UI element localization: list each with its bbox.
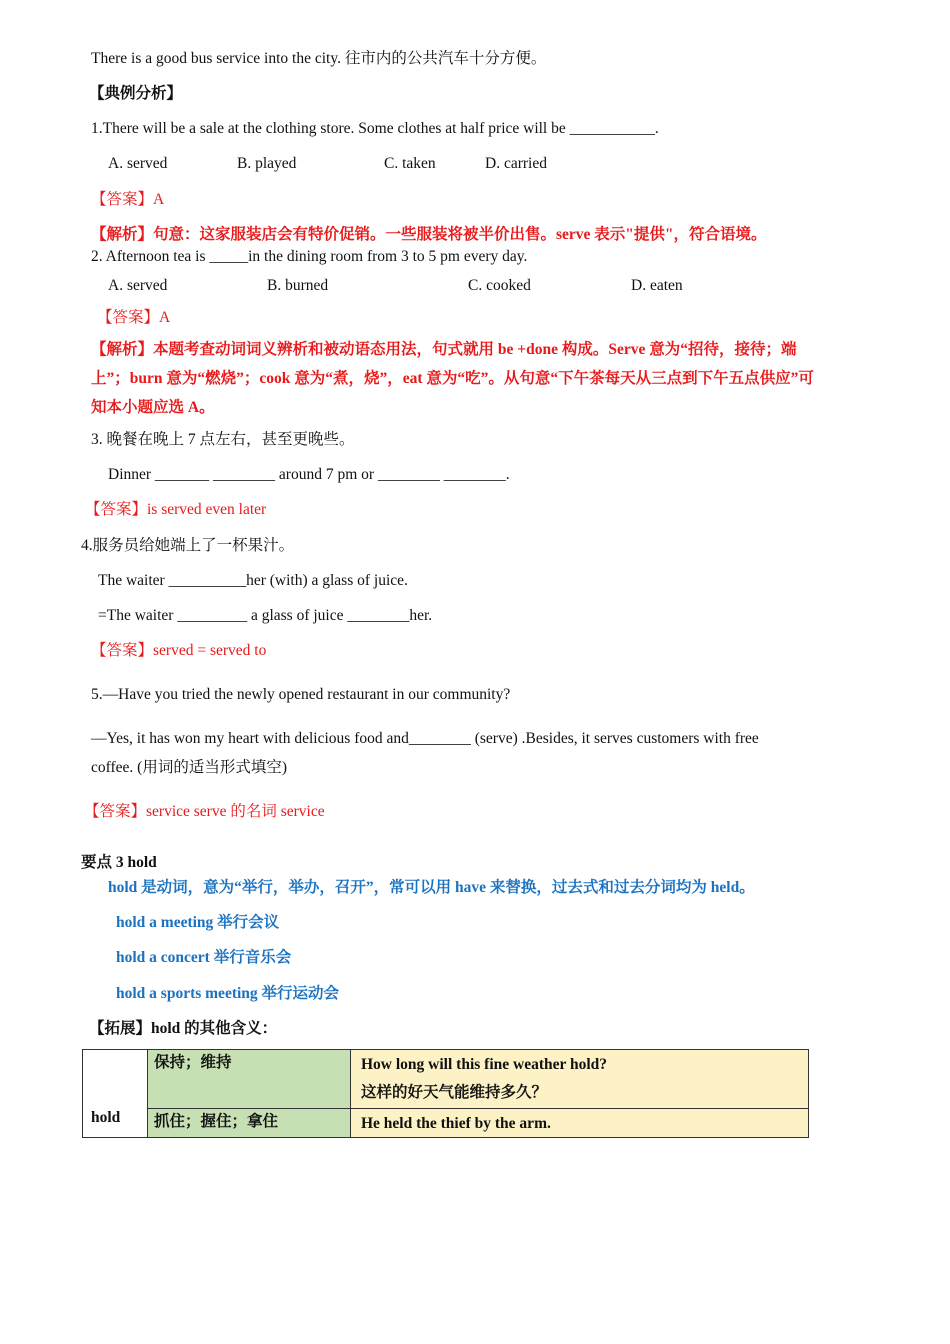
q1-option-b: B. played (237, 155, 297, 172)
q4-line1: The waiter __________her (with) a glass of juice. (98, 572, 408, 589)
table-word: hold (91, 1109, 121, 1126)
expand-heading: 【拓展】hold 的其他含义： (89, 1020, 278, 1037)
q1-option-d: D. carried (485, 155, 547, 172)
point3-example-1: hold a meeting 举行会议 (116, 914, 280, 931)
q5-line2: coffee. (用词的适当形式填空) (91, 759, 288, 776)
q2-option-d: D. eaten (631, 277, 683, 294)
point3-example-3: hold a sports meeting 举行运动会 (116, 985, 340, 1002)
q3-stem: 3. 晚餐在晚上 7 点左右，甚至更晚些。 (91, 431, 355, 448)
q1-option-a: A. served (108, 155, 168, 172)
table-meaning: 抓住；握住；拿住 (154, 1113, 279, 1130)
q5-line1: —Yes, it has won my heart with delicious food and________ (serve) .Besides, it serves customers with free (91, 730, 759, 747)
hold-meanings-table (82, 1049, 809, 1138)
q4-stem: 4.服务员给她端上了一杯果汁。 (81, 537, 295, 554)
q2-option-a: A. served (108, 277, 168, 294)
point3-example-2: hold a concert 举行音乐会 (116, 949, 292, 966)
table-word-cell (83, 1050, 148, 1138)
table-row (83, 1109, 809, 1138)
q3-blank-line: Dinner _______ ________ around 7 pm or ________ ________. (108, 466, 510, 483)
q2-analysis-line2: 上”；burn 意为“燃烧”；cook 意为“煮，烧”，eat 意为“吃”。从句意“下午茶每天从三点到下午五点供应”可 (91, 370, 814, 387)
q1-analysis: 【解析】句意：这家服装店会有特价促销。一些服装将被半价出售。serve 表示"提供"，符合语境。 (91, 226, 767, 243)
table-example-cell (351, 1050, 809, 1109)
q3-answer: 【答案】is served even later (85, 501, 267, 518)
point3-description: hold 是动词，意为“举行，举办，召开”，常可以用 have 来替换，过去式和过去分词均为 held。 (108, 879, 755, 896)
q2-stem: 2. Afternoon tea is _____in the dining room from 3 to 5 pm every day. (91, 248, 528, 265)
table-meaning-cell (148, 1109, 351, 1138)
q2-answer: 【答案】A (97, 309, 171, 326)
q2-option-c: C. cooked (468, 277, 531, 294)
table-example-cell (351, 1109, 809, 1138)
intro-sentence: There is a good bus service into the city. 往市内的公共汽车十分方便。 (91, 50, 547, 67)
q5-stem: 5.—Have you tried the newly opened restaurant in our community? (91, 686, 511, 703)
q4-line2: =The waiter _________ a glass of juice ________her. (98, 607, 433, 624)
table-example-en: How long will this fine weather hold? (361, 1056, 608, 1073)
q1-option-c: C. taken (384, 155, 436, 172)
point3-title: 要点 3 hold (81, 854, 157, 871)
table-example-en: He held the thief by the arm. (361, 1115, 551, 1132)
q2-option-b: B. burned (267, 277, 329, 294)
q2-analysis-line3: 知本小题应选 A。 (91, 399, 215, 416)
table-example-cn: 这样的好天气能维持多久？ (361, 1084, 548, 1101)
q4-answer: 【答案】served = served to (91, 642, 267, 659)
q1-stem: 1.There will be a sale at the clothing store. Some clothes at half price will be ___________. (91, 120, 659, 137)
table-row (83, 1050, 809, 1109)
q5-answer: 【答案】service serve 的名词 service (84, 803, 325, 820)
q1-answer: 【答案】A (91, 191, 165, 208)
table-meaning-cell (148, 1050, 351, 1109)
table-meaning: 保持；维持 (154, 1054, 232, 1071)
section-heading: 【典例分析】 (89, 85, 183, 102)
q2-analysis-line1: 【解析】本题考查动词词义辨析和被动语态用法，句式就用 be +done 构成。Serve 意为“招待，接待；端 (91, 341, 797, 358)
